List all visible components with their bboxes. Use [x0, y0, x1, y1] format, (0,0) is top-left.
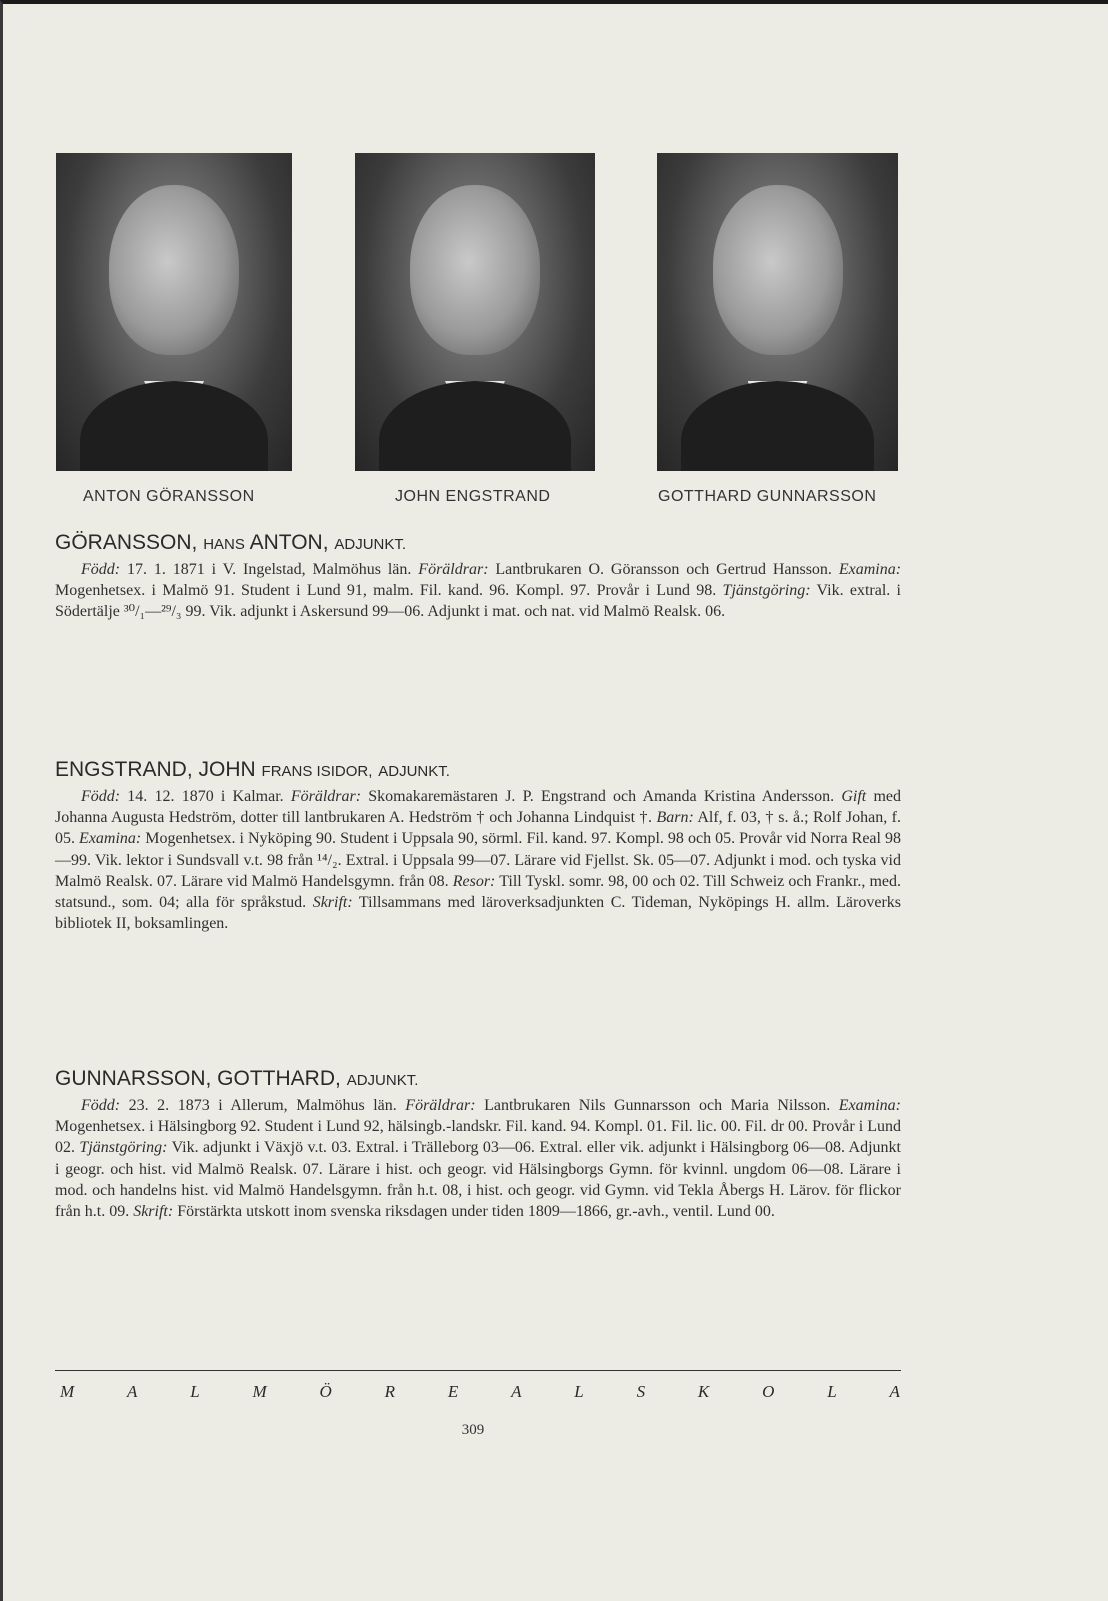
footer-rule — [55, 1370, 901, 1371]
footer-letter: E — [447, 1382, 459, 1401]
footer-letter: R — [384, 1382, 396, 1401]
field-text: Till Tyskl. somr. 98, 00 och 02. Till Schweiz och Frankr., med. statsund., som. 04; alla för språkstud. — [55, 872, 901, 912]
entry-given-main: ANTON, — [249, 531, 329, 554]
entry-title: ADJUNKT. — [334, 536, 407, 553]
field-text: Mogenhetsex. i Hälsingborg 92. Student i Lund 92, hälsingb.-landskr. Fil. kand. 94. Kompl. 01. Fil. lic. 00. Fil. dr 00. Provår i Lund 02. — [55, 1118, 901, 1157]
entry-heading — [55, 758, 450, 782]
field-text: Alf, f. 03, † s. å.; Rolf Johan, f. 05. — [55, 809, 901, 848]
field-label: Examina: — [838, 1097, 901, 1114]
field-text: Mogenhetsex. i Malmö 91. Student i Lund 91, malm. Fil. kand. 96. Kompl. 97. Provår i Lund 98. — [55, 582, 723, 600]
portrait-head — [109, 185, 239, 355]
field-text: Tillsammans med läroverksadjunkten C. Tideman, Nyköpings H. allm. Läroverks bibliotek II, boksamlingen. — [55, 894, 901, 933]
footer-letter: A — [127, 1382, 138, 1401]
field-label: Barn: — [656, 809, 694, 827]
entry-title: ADJUNKT. — [346, 1072, 419, 1089]
entry-given-small: HANS — [203, 536, 245, 553]
field-label: Föräldrar: — [418, 561, 489, 578]
footer-letter: L — [574, 1382, 584, 1401]
field-label: Född: — [81, 1097, 121, 1114]
footer-letter: M — [252, 1382, 267, 1401]
field-label: Tjänstgöring: — [722, 582, 811, 600]
portrait-head — [410, 185, 540, 355]
running-footer — [60, 1382, 900, 1402]
field-text: 17. 1. 1871 i V. Ingelstad, Malmöhus län. — [120, 561, 419, 578]
entry-biography — [55, 559, 901, 623]
field-label: Föräldrar: — [405, 1097, 476, 1114]
footer-letter: A — [889, 1382, 900, 1401]
field-label: Examina: — [79, 830, 142, 848]
entry-given-small: FRANS ISIDOR, — [261, 763, 373, 780]
footer-letter: A — [511, 1382, 522, 1401]
entry-biography — [55, 786, 901, 934]
portrait-head — [713, 185, 843, 355]
entry-title: ADJUNKT. — [378, 763, 450, 780]
field-text: Lantbrukaren Nils Gunnarsson och Maria Nilsson. — [475, 1097, 839, 1114]
field-label: Tjänstgöring: — [79, 1139, 168, 1157]
portrait-coat — [379, 381, 571, 471]
footer-letter: M — [60, 1382, 75, 1401]
field-label: Född: — [81, 561, 121, 578]
photo-caption: JOHN ENGSTRAND — [395, 488, 551, 505]
footer-letter: S — [636, 1382, 646, 1401]
field-label: Resor: — [452, 872, 496, 890]
portrait-photo-goransson — [56, 153, 292, 471]
field-text: Skomakaremästaren J. P. Engstrand och Amanda Kristina Andersson. — [361, 788, 842, 805]
portrait-photo-gunnarsson — [657, 153, 898, 471]
portrait-photo-engstrand — [355, 153, 595, 471]
field-label: Född: — [81, 788, 121, 805]
field-text: Mogenhetsex. i Nyköping 90. Student i Uppsala 90, sörml. Fil. kand. 97. Kompl. 98 och 05. Provår vid Norra Real 98—99. Vik. lektor i Sundsvall v.t. 98 från ¹⁴/₂. Extral. i Uppsala 99—07. Lärare vid Fjellst. Sk. 05—07. Adjunkt i mod. och tyska vid Malmö Realsk. 07. Lärare vid Malmö Handelsgymn. från 08. — [55, 830, 902, 890]
field-text: 23. 2. 1873 i Allerum, Malmöhus län. — [120, 1097, 406, 1114]
field-text: med Johanna Augusta Hedström, dotter till lantbrukaren A. Hedström † och Johanna Lindquist †. — [55, 788, 901, 827]
portrait-coat — [80, 381, 269, 471]
field-text: Vik. adjunkt i Växjö v.t. 03. Extral. i Trälleborg 03—06. Extral. eller vik. adjunkt i Hälsingborg 06—08. Adjunkt i geogr. och hist. vid Malmö Realsk. 07. Lärare i hist. och geogr. vid Hälsingborgs Gymn. för kvinnl. ungdom 06—08. Lärare i mod. och handelns hist. vid Malmö Handelsgymn. från h.t. 08, i hist. och geogr. vid Gymn. vid Tekla Åbergs H. Lärov. för flickor från h.t. 09. — [55, 1139, 901, 1221]
field-text: 14. 12. 1870 i Kalmar. — [120, 788, 291, 805]
entry-heading — [55, 1067, 418, 1091]
portrait-coat — [681, 381, 874, 471]
field-label: Examina: — [838, 561, 902, 578]
entry-heading — [55, 531, 406, 555]
entry-biography — [55, 1095, 901, 1222]
photo-caption: ANTON GÖRANSSON — [83, 488, 255, 505]
entry-surname: GUNNARSSON, GOTTHARD, — [55, 1067, 341, 1090]
field-text: Lantbrukaren O. Göransson och Gertrud Hansson. — [488, 561, 839, 578]
entry-surname: ENGSTRAND, JOHN — [55, 758, 256, 781]
footer-letter: K — [697, 1382, 710, 1401]
field-label: Skrift: — [312, 894, 353, 912]
footer-letter: L — [827, 1382, 837, 1401]
field-label: Föräldrar: — [290, 788, 362, 805]
photo-caption: GOTTHARD GUNNARSSON — [658, 488, 877, 505]
footer-letter: L — [190, 1382, 200, 1401]
entry-surname: GÖRANSSON, — [55, 531, 198, 554]
footer-letter: Ö — [319, 1382, 332, 1401]
field-text: Vik. extral. i Södertälje ³⁰/₁—²⁹/₃ 99. Vik. adjunkt i Askersund 99—06. Adjunkt i mat. och nat. vid Malmö Realsk. 06. — [55, 582, 901, 621]
page-number: 309 — [461, 1422, 485, 1438]
footer-letter: O — [762, 1382, 775, 1401]
field-label: Skrift: — [133, 1203, 174, 1221]
field-label: Gift — [841, 788, 867, 805]
field-text: Förstärkta utskott inom svenska riksdagen under tiden 1809—1866, gr.-avh., ventil. Lund 00. — [173, 1203, 775, 1221]
